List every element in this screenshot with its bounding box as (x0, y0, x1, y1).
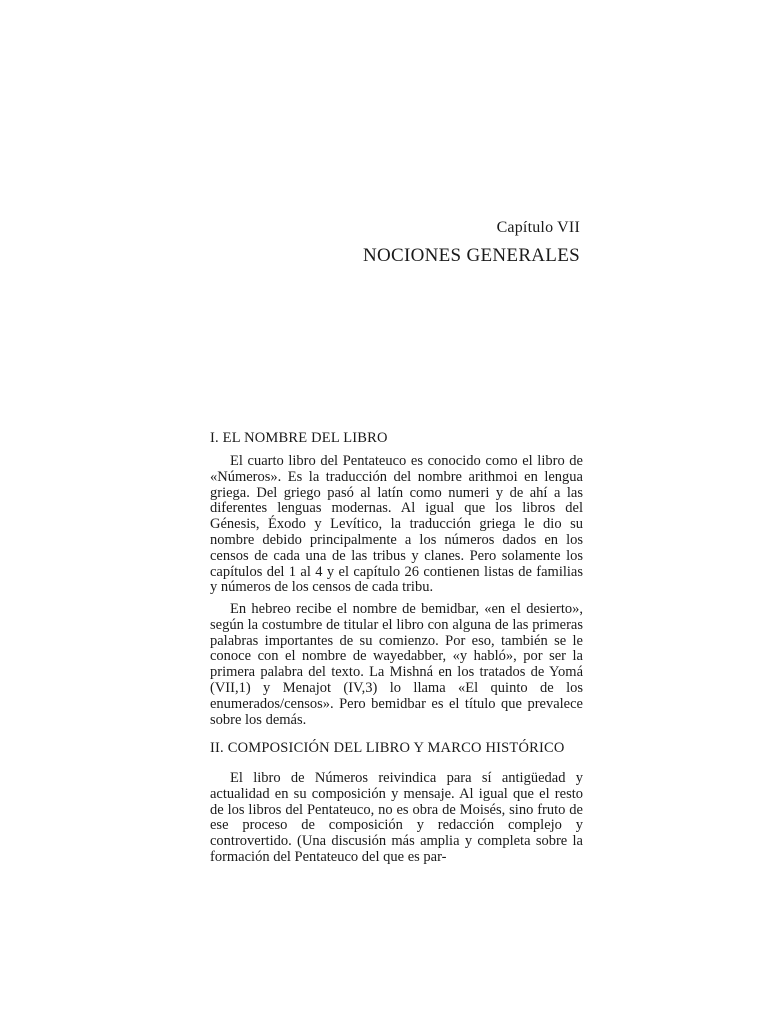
paragraph-1: El cuarto libro del Pentateuco es conocido como el libro de «Números». Es la traducción del nombre arithmoi en lengua griega. Del griego pasó al latín como numeri y de ahí a las diferentes lenguas modernas. Al igual que los libros del Génesis, Éxodo y Levítico, la traducción griega le dio su nombre debido principalmente a los números dados en los censos de cada una de las tribus y clanes. Pero solamente los capítulos del 1 al 4 y el capítulo 26 contienen listas de familias y números de los censos de cada tribu. (210, 453, 583, 596)
paragraph-2: En hebreo recibe el nombre de bemidbar, «en el desierto», según la costumbre de titular el libro con alguna de las primeras palabras importantes de su comienzo. Por eso, también se le conoce con el nombre de wayedabber, «y habló», por ser la primera palabra del texto. La Mishná en los tratados de Yomá (VII,1) y Menajot (IV,3) lo llama «El quinto de los enumerados/censos». Pero bemidbar es el título que prevalece sobre los demás. (210, 601, 583, 728)
section-heading-2: II. COMPOSICIÓN DEL LIBRO Y MARCO HISTÓRICO (210, 740, 565, 756)
chapter-label: Capítulo VII (496, 219, 580, 236)
section-heading-1: I. EL NOMBRE DEL LIBRO (210, 430, 388, 446)
paragraph-3: El libro de Números reivindica para sí antigüedad y actualidad en su composición y mensaje. Al igual que el resto de los libros del Pentateuco, no es obra de Moisés, sino fruto de ese proceso de composición y redacción complejo y controvertido. (Una discusión más amplia y completa sobre la formación del Pentateuco del que es par- (210, 770, 583, 865)
chapter-title: NOCIONES GENERALES (362, 245, 580, 266)
